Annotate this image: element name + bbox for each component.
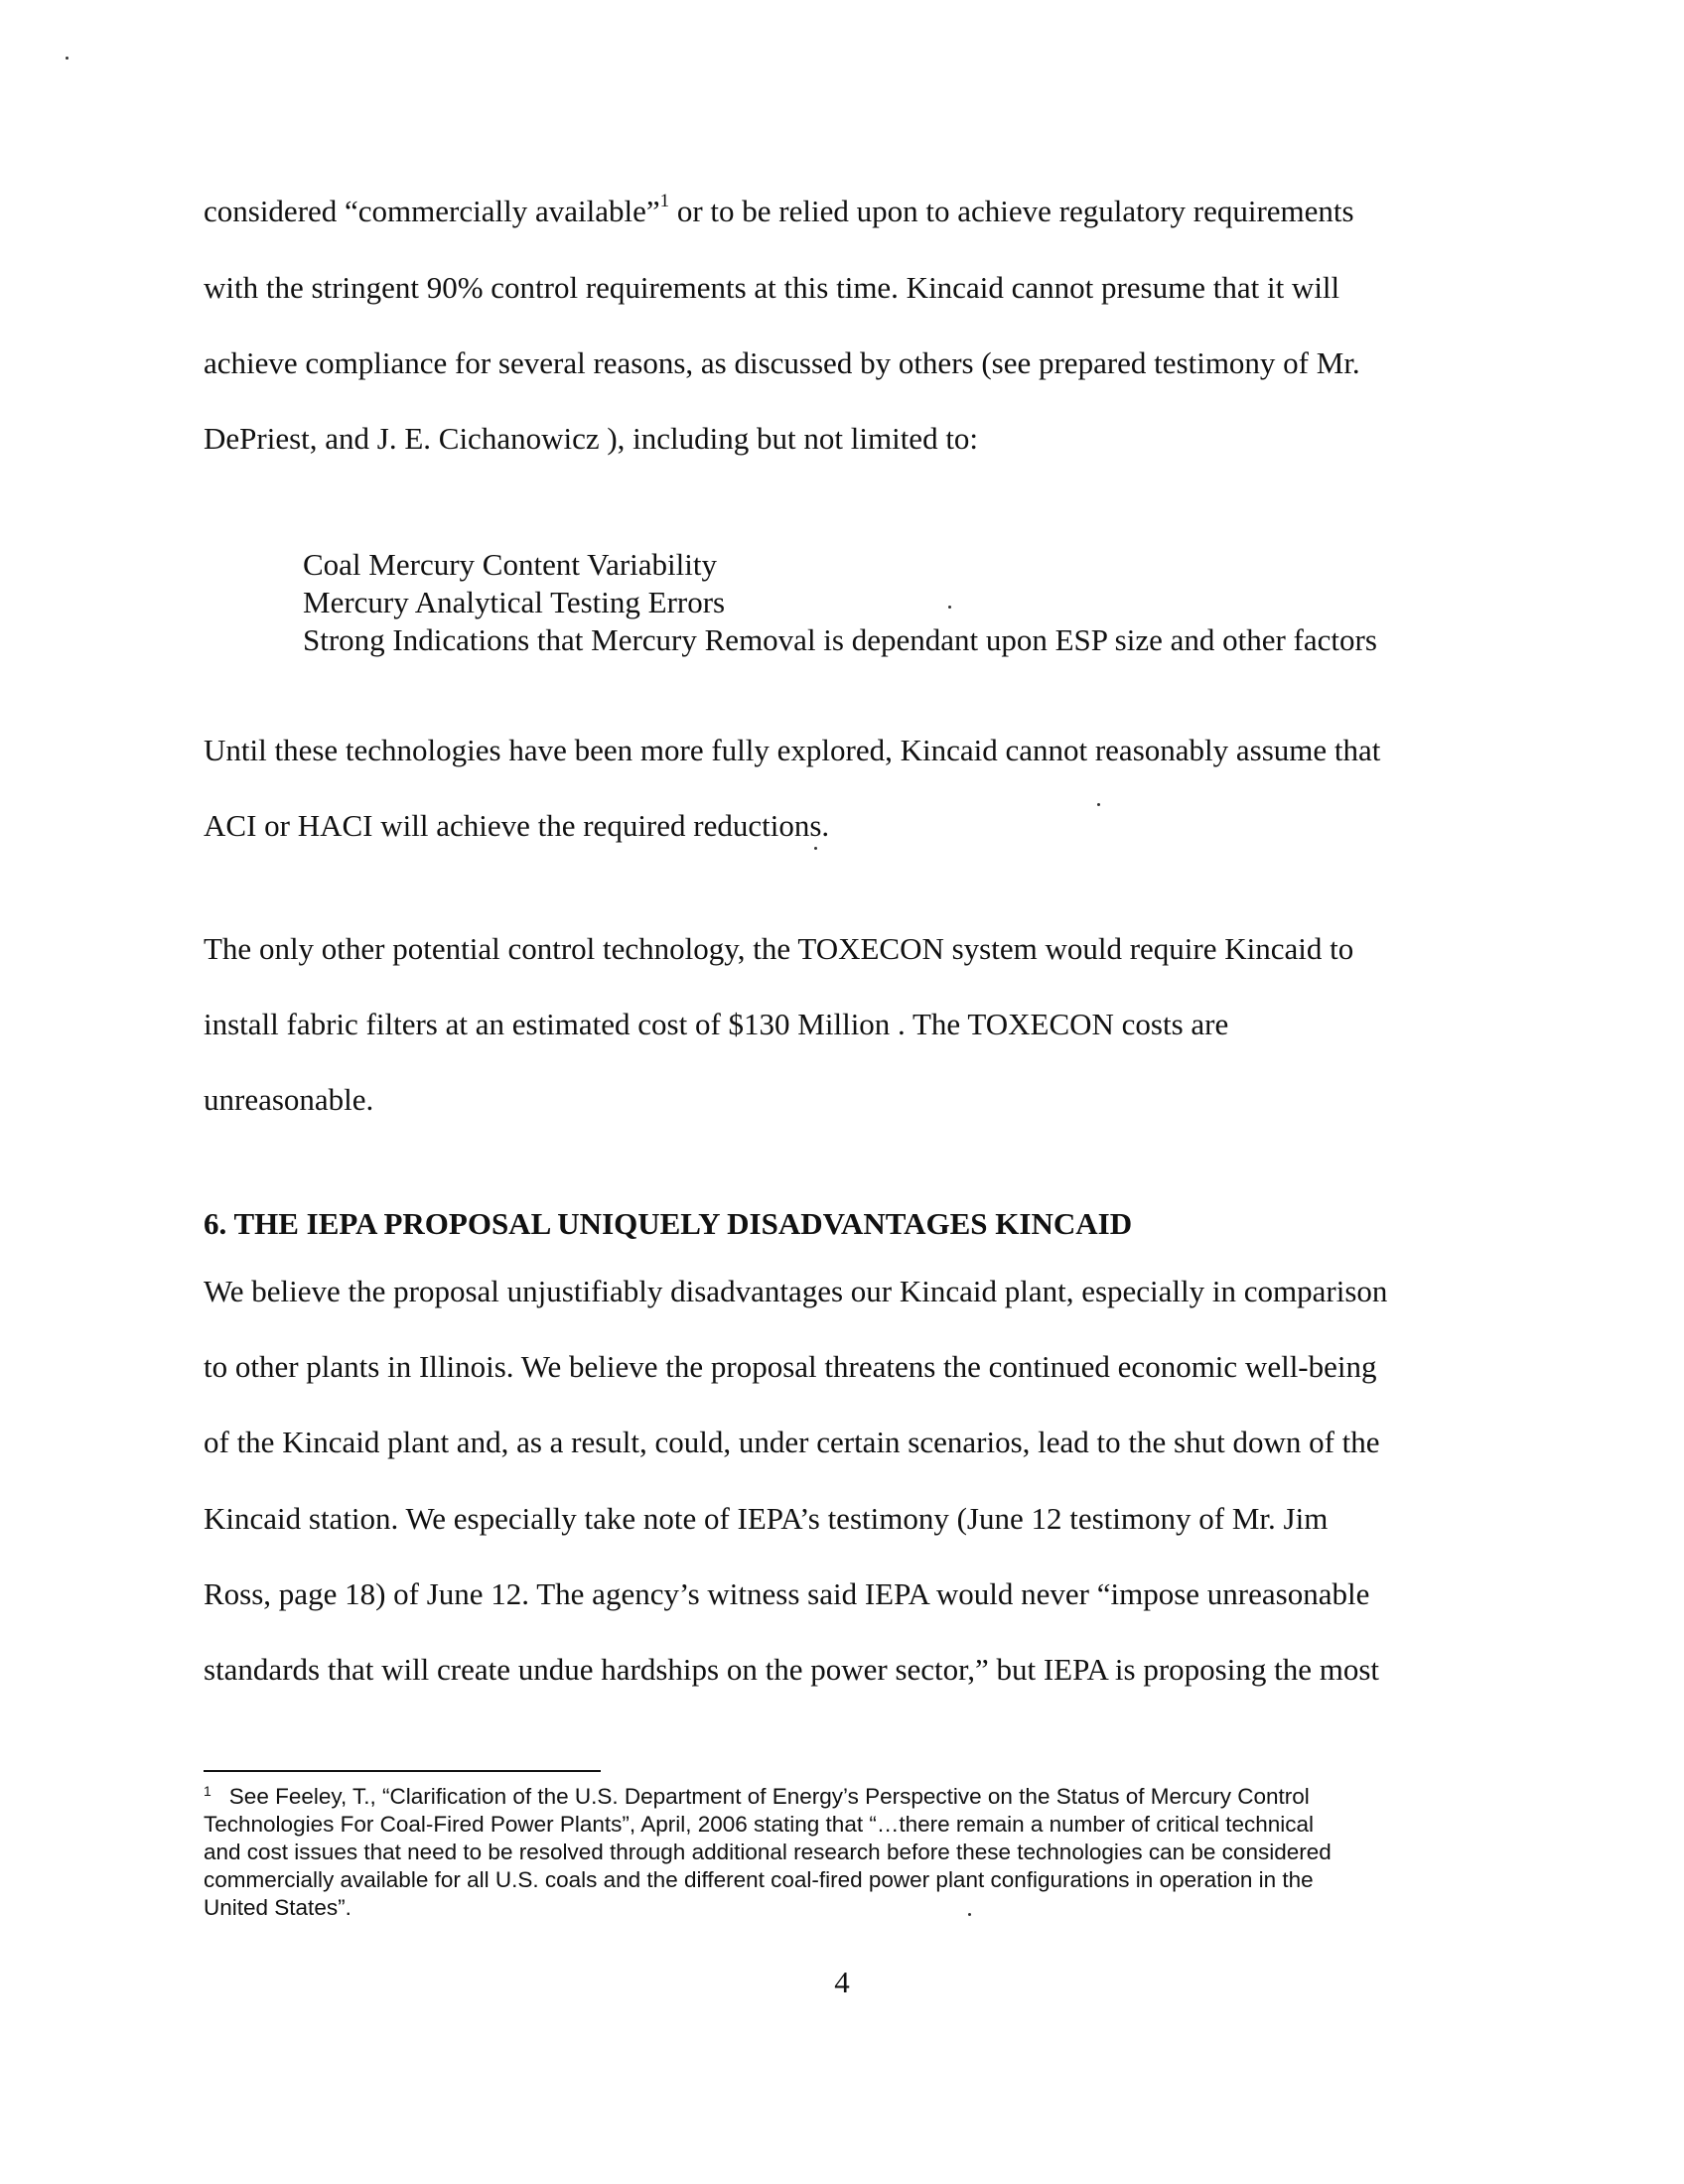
scan-speck bbox=[66, 57, 69, 60]
body-line: install fabric filters at an estimated cost of $130 Million . The TOXECON costs are bbox=[204, 1007, 1229, 1041]
footnote-reference: 1 bbox=[659, 190, 670, 211]
footnote-line: commercially available for all U.S. coals and the different coal-fired power plant configurations in operation in the bbox=[204, 1867, 1314, 1892]
scan-speck bbox=[968, 1913, 971, 1916]
footnote-line bbox=[204, 1783, 1310, 1813]
footnote-separator bbox=[204, 1770, 601, 1772]
body-line: Ross, page 18) of June 12. The agency’s witness said IEPA would never “impose unreasonable bbox=[204, 1576, 1370, 1611]
footnote-line: and cost issues that need to be resolved through additional research before these technologies can be considered bbox=[204, 1840, 1332, 1864]
scan-speck bbox=[948, 606, 951, 609]
body-line: Until these technologies have been more fully explored, Kincaid cannot reasonably assume that bbox=[204, 733, 1381, 767]
footnote-mark: 1 bbox=[204, 1783, 211, 1799]
body-line: We believe the proposal unjustifiably disadvantages our Kincaid plant, especially in comparison bbox=[204, 1274, 1388, 1308]
reason-item: Coal Mercury Content Variability bbox=[303, 547, 717, 582]
body-line: of the Kincaid plant and, as a result, could, under certain scenarios, lead to the shut down of the bbox=[204, 1425, 1380, 1459]
body-line: with the stringent 90% control requirements at this time. Kincaid cannot presume that it will bbox=[204, 270, 1340, 305]
body-line-text: or to be relied upon to achieve regulatory requirements bbox=[669, 194, 1354, 228]
footnote-line: Technologies For Coal-Fired Power Plants”, April, 2006 stating that “…there remain a number of critical technical bbox=[204, 1812, 1315, 1837]
body-line: unreasonable. bbox=[204, 1082, 374, 1117]
page-number: 4 bbox=[834, 1965, 850, 1999]
body-line: Kincaid station. We especially take note of IEPA’s testimony (June 12 testimony of Mr. Jim bbox=[204, 1501, 1329, 1536]
reason-item: Mercury Analytical Testing Errors bbox=[303, 585, 726, 619]
reason-item: Strong Indications that Mercury Removal is dependant upon ESP size and other factors bbox=[303, 622, 1377, 657]
body-line: to other plants in Illinois. We believe the proposal threatens the continued economic well-being bbox=[204, 1349, 1377, 1384]
body-line: standards that will create undue hardships on the power sector,” but IEPA is proposing the most bbox=[204, 1652, 1380, 1687]
scan-speck bbox=[814, 847, 817, 850]
body-line: The only other potential control technology, the TOXECON system would require Kincaid to bbox=[204, 931, 1354, 966]
scan-speck bbox=[1097, 803, 1100, 806]
body-line: ACI or HACI will achieve the required reductions. bbox=[204, 808, 830, 843]
body-line: achieve compliance for several reasons, as discussed by others (see prepared testimony of Mr. bbox=[204, 345, 1360, 380]
section-heading: 6. THE IEPA PROPOSAL UNIQUELY DISADVANTAGES KINCAID bbox=[204, 1206, 1133, 1241]
footnote-line: United States”. bbox=[204, 1895, 351, 1920]
body-line-text: considered “commercially available” bbox=[204, 194, 660, 228]
body-line: DePriest, and J. E. Cichanowicz ), including but not limited to: bbox=[204, 421, 979, 456]
body-line bbox=[204, 190, 1354, 230]
footnote-text: See Feeley, T., “Clarification of the U.S. Department of Energy’s Perspective on the Status of Mercury Control bbox=[228, 1784, 1310, 1809]
